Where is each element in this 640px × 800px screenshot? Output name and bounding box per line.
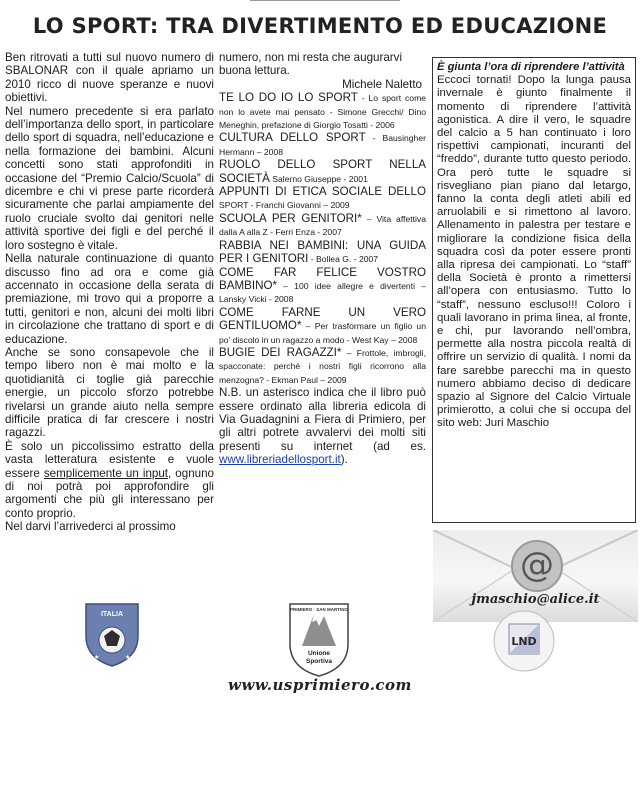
top-rule (250, 0, 400, 1)
us-unione-text: Unione (307, 650, 331, 657)
extract-underlined: semplicemente un input (43, 466, 169, 480)
email-address[interactable]: jmaschio@alice.it (471, 592, 600, 607)
lnd-logo (493, 608, 555, 674)
note-end: ). (340, 453, 348, 467)
column-left (5, 51, 214, 534)
paragraph-continuation: Nella naturale continuazione di quanto discusso fino ad ora e come già accennato in occasione della serata di premiazione, mi trovo qui a proporre a tutti, genitori e non, alcuni dei molti libri in circolazione che trattano di sport e di educazione. (5, 252, 214, 346)
book-description: Salerno Giuseppe - 2001 (269, 173, 368, 184)
book-description: – Per trasformare un figlio un po’ discolo in un ragazzo a modo - West Kay – 2008 (219, 321, 426, 345)
paragraph-wishes: numero, non mi resta che augurarvi buona lettura. (219, 51, 403, 78)
note-asterisk (219, 386, 426, 466)
box-body: Eccoci tornati! Dopo la lunga pausa invernale è giunto finalmente il momento di riprendere l’attività agonistica. A dire il vero, le squadre del calcio a 5 han continuato i loro rispettivi campionati, incuranti del “freddo”, durante tutto questo periodo. Ora però tutte le squadre si risvegliano pian piano dal letargo, fanno la conta degli atleti abili ed arruolabili e si rimettono al lavoro. Allenamento in palestra per testare e migliorare la condizione fisica della squadra così da poter essere pronti alla ripresa dei campionati. Lo “staff” della Società è pronto a rimettersi all’opera con entusiasmo. Tutto lo “staff”, nessuno escluso!!! Coloro i quali lavorano in prima linea, al fronte, e chi, pur lavorando nell’ombra, permette alla nostra piccola realtà di offrire un servizio di qualità. I nomi da fare sarebbe parecchi ma in questo numero abbiamo deciso di dedicare spazio al Signore del Calcio Virtuale primierotto, a colui che si occupa del sito web: Juri Maschio (437, 74, 631, 430)
extract-text-a: È solo un piccolissimo estratto della vasta letteratura esistente e vuole essere (5, 439, 214, 480)
figc-italia-logo (82, 596, 142, 668)
svg-text:★: ★ (94, 655, 100, 661)
italia-text: ITALIA (100, 611, 124, 618)
book-description: - Bausingher Hermann – 2008 (219, 133, 426, 157)
us-ring-text: PRIMIERO · SAN MARTINO (290, 607, 348, 612)
author-signature: Michele Naletto (342, 77, 422, 91)
book-title: SCUOLA PER GENITORI* (219, 211, 362, 225)
extract-text-b: , ognuno di noi potrà poi approfondire gli argomenti che più gli interessano per conto proprio. (5, 466, 214, 520)
paragraph-free-time: Anche se sono consapevole che il tempo libero non è mai molto e la quotidianità ci toglie già parecchie energie, un piccolo sforzo potrebbe rivelarsi un grande aiuto nella sempre difficile pratica di far crescere i nostri ragazzi. (5, 345, 214, 440)
book-title: RUOLO DELLO SPORT NELLA SOCIETÀ (219, 158, 426, 185)
column-middle (219, 51, 426, 467)
book-item (219, 239, 426, 266)
at-sign-icon: @ (511, 540, 563, 592)
club-website[interactable]: www.usprimiero.com (228, 676, 412, 694)
book-item (219, 185, 426, 212)
activity-box (432, 57, 636, 523)
lnd-text: LND (511, 635, 537, 648)
book-description: - Lo sport come non lo avete mai pensato - Simone Grecchi/ Dino Meneghin, prefazione di Giorgio Tosatti - 2006 (219, 93, 427, 131)
paragraph-intro: Ben ritrovati a tutti sul nuovo numero di SBALONAR con il quale apriamo un 2010 ricco di nuove speranze e nuovi obiettivi. (5, 51, 214, 105)
book-item (219, 91, 426, 131)
article-title: LO SPORT: TRA DIVERTIMENTO ED EDUCAZIONE (32, 14, 608, 38)
note-text: N.B. un asterisco indica che il libro può essere ordinato alla libreria edicola di Via Guadagnini a Fiera di Primiero, per gli altri potrete avvalervi dei molti siti presenti su internet (ad es. (219, 386, 426, 453)
book-description: – 100 idee allegre e divertenti – Lansky Vicki - 2008 (219, 280, 426, 305)
book-description: SPORT - Franchi Giovanni – 2009 (219, 200, 350, 211)
book-title: RABBIA NEI BAMBINI: UNA GUIDA PER I GENITORI (219, 238, 426, 266)
bookstore-link[interactable]: www.libreriadellosport.it (219, 453, 341, 467)
paragraph-previous-issue: Nel numero precedente si era parlato dell’importanza dello sport, in particolare dello sport di squadra, nell’educazione e nella formazione dei bambini. Alcuni concetti sono stati approfonditi in occasione del “Premio Calcio/Scuola” di dicembre e chi vi prese parte ricorderà sicuramente che parlai ampiamente del ruolo cruciale svolto dai genitori nelle attività sportive dei figli e del perché il loro sostegno è vitale. (5, 104, 214, 252)
book-item (219, 346, 426, 386)
book-title: COME FAR FELICE VOSTRO BAMBINO* (219, 265, 426, 292)
book-item (219, 158, 426, 185)
book-description: – Frottole, imbrogli, spacconate: perché i nostri figli ricorrono alla menzogna? - Ekman Paul – 2009 (219, 347, 426, 385)
book-description: - Bollea G. - 2007 (308, 254, 379, 265)
book-description: – Vita affettiva dalla A alla Z - Ferri Enza - 2007 (219, 213, 426, 238)
book-title: COME FARNE UN VERO GENTILUOMO* (219, 305, 426, 333)
book-item (219, 212, 426, 239)
svg-text:★: ★ (125, 655, 131, 661)
paragraph-extract (5, 440, 214, 520)
book-item (219, 131, 426, 158)
book-item (219, 266, 426, 306)
paragraph-farewell: Nel darvi l’arrivederci al prossimo (5, 520, 176, 534)
us-primiero-logo (284, 598, 354, 678)
us-sportiva-text: Sportiva (305, 658, 333, 665)
book-title: BUGIE DEI RAGAZZI* (219, 345, 342, 359)
book-item (219, 306, 426, 346)
book-list (219, 91, 426, 386)
book-title: APPUNTI DI ETICA SOCIALE DELLO (219, 185, 426, 199)
box-heading: È giunta l’ora di riprendere l’attività (437, 61, 625, 73)
book-title: CULTURA DELLO SPORT (219, 131, 366, 145)
book-title: TE LO DO IO LO SPORT (219, 91, 358, 105)
